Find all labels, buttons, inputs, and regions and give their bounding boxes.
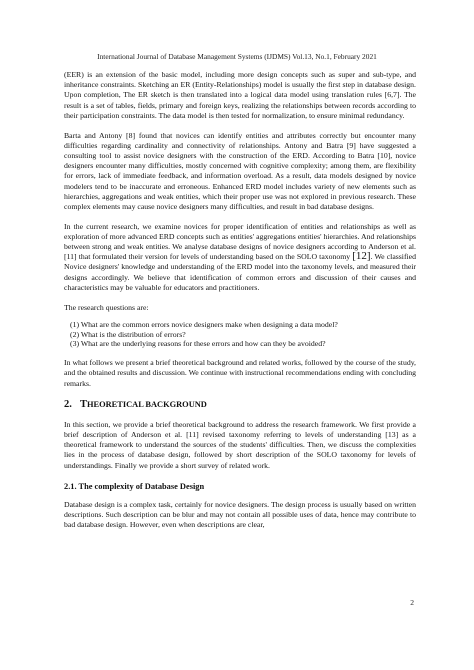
research-question-2: (2) What is the distribution of errors? (70, 329, 186, 339)
paragraph-current-research-part2: . We classified Novice designers' knowledge and understanding of the ERD model into the taxonomy levels, and measured their designs accordingly. We believe that identification of common errors and discussion of their causes and characteristics may be valuable for educators and practitioners. (64, 252, 416, 292)
paragraph-current-research-part1: In the current research, we examine novices for proper identification of entities and relationships as well as exploration of more advanced ERD concepts such as entities' aggregations entities' hierarchies. And relationships between strong and weak entities. We analyse database designs of novice designers according to Anderson et al. [11] that formulated their version for levels of understanding based on the SOLO taxonomy (64, 221, 416, 262)
research-question-3: (3) What are the underlying reasons for these errors and how can they be avoided? (70, 339, 326, 349)
paragraph-section-overview: In this section, we provide a brief theoretical background to address the research framework. We first provide a brief description of Anderson et al. [11] revised taxonomy referring to levels of understanding [13] as a theoretical framework to understand the sources of the students' difficulties. Then, we discuss the complexities lies in the process of database design, followed by short description of the SOLO taxonomy for levels of understandings. Finally we provide a short survey of related work. (64, 419, 416, 470)
section-title-rest: HEORETICAL BACKGROUND (87, 399, 207, 409)
research-question-1: (1) What are the common errors novice designers make when designing a data model? (70, 319, 338, 329)
paragraph-current-research (64, 222, 416, 293)
page-number: 2 (410, 598, 414, 607)
page-body (64, 70, 416, 540)
citation-12: [12] (352, 250, 371, 263)
section-title-first-letter: T (80, 398, 88, 410)
research-questions-list (64, 320, 416, 349)
paragraph-paper-outline: In what follows we present a brief theoretical background and related works, followed by the course of the study, and the obtained results and discussion. We continue with instructional recommendations ending with concluding remarks. (64, 358, 416, 388)
section-heading-theoretical-background (64, 399, 416, 411)
running-head: International Journal of Database Management Systems (IJDMS) Vol.13, No.1, February 2021 (97, 52, 377, 61)
paragraph-novice-difficulties: Barta and Antony [8] found that novices can identify entities and attributes correctly but encounter many difficulties regarding cardinality and connectivity of relationships. Antony and Batra [9] have suggested a consulting tool to assist novice designers with the construction of the ERD. According to Batra [10], novice designers encounter many difficulties, mostly concerned with cognitive complexity; among them, are flexibility for errors, lack of immediate feedback, and information overload. As a result, data models designed by novice modelers tend to be inaccurate and erroneous. Enhanced ERD model includes variety of new elements such as hierarchies, aggregations and weak entities, which their proper use was not explored in previous research. These complex elements may cause novice designers many difficulties, and result in bad database designs. (64, 130, 416, 211)
paragraph-database-design-complexity: Database design is a complex task, certainly for novice designers. The design process is usually based on written descriptions. Such description can be blur and may not contain all possible uses of data, hence may contribute to bad database design. However, even when descriptions are clear, (64, 499, 416, 530)
research-questions-intro: The research questions are: (64, 302, 149, 312)
section-number: 2. (64, 398, 72, 410)
subsection-heading-complexity: 2.1. The complexity of Database Design (64, 481, 205, 491)
paragraph-eer-extension: (EER) is an extension of the basic model, including more design concepts such as super and sub-type, and inheritance constraints. Sketching an ER (Entity-Relationships) model is usually the first step in database design. Upon completion, The ER sketch is then translated into a logical data model using translation rules [6,7]. The result is a set of tables, fields, primary and foreign keys, realizing the relationships between records according to their participation constraints. The data model is then tested for normalization, to ensure minimal redundancy. (64, 70, 416, 120)
